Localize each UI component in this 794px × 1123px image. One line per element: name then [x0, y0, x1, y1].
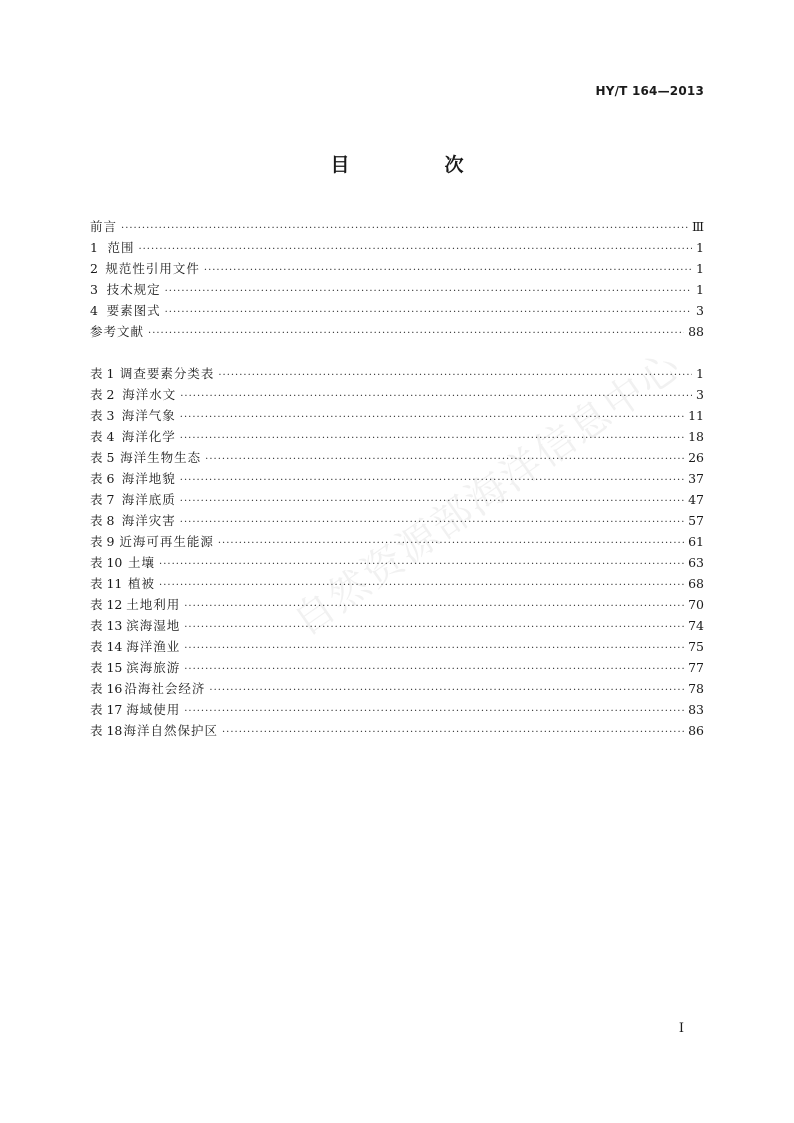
toc-table-entry[interactable]: [90, 405, 704, 426]
dot-leader: [180, 491, 684, 512]
toc-entry-title: 海洋底质: [121, 492, 176, 507]
toc-entry-number: 表 6: [90, 471, 115, 486]
watermark: 自然资源部海洋信息中心: [285, 342, 690, 646]
dot-leader: [204, 260, 692, 281]
toc-entry-number: 表 12: [90, 597, 123, 612]
toc-entry-page: 47: [688, 492, 704, 507]
toc-entry-number: 4: [90, 303, 98, 318]
toc-entry-title: 海洋地貌: [121, 471, 176, 486]
toc-entry-number: 表 5: [90, 450, 115, 465]
toc-entry-number: 表 9: [90, 534, 115, 549]
toc-table-entry[interactable]: [90, 531, 704, 552]
toc-entry-page: 63: [688, 555, 704, 570]
toc-entry-page: 3: [696, 387, 704, 402]
toc-entry-title: 范围: [107, 240, 135, 255]
toc-entry-page: 78: [688, 681, 704, 696]
toc-entry-page: 26: [688, 450, 704, 465]
toc-entry[interactable]: [90, 321, 704, 342]
toc-table-entry[interactable]: [90, 678, 704, 699]
dot-leader: [159, 575, 684, 596]
toc-table-entry[interactable]: [90, 489, 704, 510]
toc-entry-page: 88: [688, 324, 704, 339]
toc-entry-page: 77: [688, 660, 704, 675]
toc-entry-number: 表 14: [90, 639, 123, 654]
toc-entry-title: 海洋气象: [121, 408, 176, 423]
dot-leader: [218, 533, 684, 554]
dot-leader: [184, 638, 684, 659]
toc-entry[interactable]: [90, 300, 704, 321]
toc-entry-page: 57: [688, 513, 704, 528]
toc-entry-title: 规范性引用文件: [105, 261, 200, 276]
toc-entry-number: 表 3: [90, 408, 115, 423]
toc-entry-page: 61: [688, 534, 704, 549]
dot-leader: [165, 281, 692, 302]
toc-entry-page: 11: [688, 408, 704, 423]
toc-entry-title: 土壤: [128, 555, 156, 570]
toc-table-entry[interactable]: [90, 615, 704, 636]
dot-leader: [180, 512, 684, 533]
toc-entry-page: 1: [696, 366, 704, 381]
toc-entry[interactable]: [90, 237, 704, 258]
toc-entry-title: 植被: [128, 576, 156, 591]
toc-entry-title: 海洋生物生态: [120, 450, 202, 465]
toc-entry-number: 表 11: [90, 576, 123, 591]
toc-table-entry[interactable]: [90, 720, 704, 741]
dot-leader: [218, 365, 692, 386]
toc-entry-number: 表 17: [90, 702, 123, 717]
dot-leader: [209, 680, 684, 701]
toc-entry-number: 1: [90, 240, 98, 255]
toc-table-entry[interactable]: [90, 510, 704, 531]
toc-entry-number: 表 8: [90, 513, 115, 528]
toc-entry-page: 3: [696, 303, 704, 318]
toc-entry-page: 1: [696, 261, 704, 276]
toc-entry-title: 海洋灾害: [121, 513, 176, 528]
toc-entry[interactable]: [90, 279, 704, 300]
toc-entry-number: 表 16: [90, 681, 123, 696]
dot-leader: [180, 428, 684, 449]
toc-entry-page: 37: [688, 471, 704, 486]
toc-table-entry[interactable]: [90, 573, 704, 594]
toc-entry-number: 表 10: [90, 555, 123, 570]
toc-table-entry[interactable]: [90, 384, 704, 405]
toc-entry-title: 滨海湿地: [126, 618, 181, 633]
dot-leader: [180, 407, 684, 428]
toc-entry-number: 表 1: [90, 366, 115, 381]
toc-entry-title: 沿海社会经济: [124, 681, 206, 696]
toc-entry-title: 土地利用: [126, 597, 181, 612]
toc-table-entry[interactable]: [90, 363, 704, 384]
toc-entry-title: 要素图式: [106, 303, 161, 318]
toc-table-entry[interactable]: [90, 468, 704, 489]
toc-main-list: [90, 216, 704, 342]
toc-entry-title: 参考文献: [90, 324, 145, 339]
toc-table-entry[interactable]: [90, 594, 704, 615]
toc-entry-page: 68: [688, 576, 704, 591]
standard-code: HY/T 164—2013: [595, 84, 704, 98]
dot-leader: [159, 554, 684, 575]
toc-entry-title: 海洋自然保护区: [123, 723, 218, 738]
toc-entry-title: 海域使用: [126, 702, 181, 717]
toc-table-entry[interactable]: [90, 447, 704, 468]
toc-entry-title: 近海可再生能源: [119, 534, 214, 549]
toc-table-entry[interactable]: [90, 426, 704, 447]
toc-entry-title: 海洋化学: [121, 429, 176, 444]
toc-entry-number: 表 2: [90, 387, 115, 402]
toc-entry-page: 86: [688, 723, 704, 738]
toc-entry-page: 70: [688, 597, 704, 612]
toc-tables-list: [90, 363, 704, 741]
toc-entry-title: 技术规定: [106, 282, 161, 297]
toc-entry-number: 表 13: [90, 618, 123, 633]
toc-table-entry[interactable]: [90, 552, 704, 573]
dot-leader: [180, 470, 684, 491]
dot-leader: [121, 218, 688, 239]
dot-leader: [222, 722, 684, 743]
toc-entry-page: 74: [688, 618, 704, 633]
dot-leader: [184, 701, 684, 722]
toc-entry-title: 海洋渔业: [126, 639, 181, 654]
dot-leader: [184, 659, 684, 680]
toc-entry-page: 83: [688, 702, 704, 717]
dot-leader: [205, 449, 684, 470]
toc-entry-number: 表 15: [90, 660, 123, 675]
toc-entry-number: 表 7: [90, 492, 115, 507]
page-title: 目 次: [330, 154, 502, 176]
toc-table-entry[interactable]: [90, 636, 704, 657]
toc-entry-number: 2: [90, 261, 98, 276]
dot-leader: [138, 239, 692, 260]
toc-entry[interactable]: [90, 216, 704, 237]
dot-leader: [184, 617, 684, 638]
page-number: I: [678, 1021, 684, 1036]
toc-table-entry[interactable]: [90, 657, 704, 678]
toc-entry-page: 75: [688, 639, 704, 654]
toc-entry-title: 前言: [90, 219, 118, 234]
toc-entry[interactable]: [90, 258, 704, 279]
toc-entry-page: 1: [696, 282, 704, 297]
toc-entry-number: 表 18: [90, 723, 123, 738]
toc-entry-number: 表 4: [90, 429, 115, 444]
dot-leader: [165, 302, 692, 323]
dot-leader: [184, 596, 684, 617]
toc-entry-page: 1: [696, 240, 704, 255]
toc-table-entry[interactable]: [90, 699, 704, 720]
dot-leader: [180, 386, 692, 407]
dot-leader: [148, 323, 684, 344]
toc-entry-number: 3: [90, 282, 98, 297]
toc-entry-title: 调查要素分类表: [119, 366, 215, 381]
toc-entry-title: 海洋水文: [122, 387, 177, 402]
toc-entry-page: Ⅲ: [691, 219, 704, 234]
toc-entry-page: 18: [688, 429, 704, 444]
toc-entry-title: 滨海旅游: [126, 660, 181, 675]
